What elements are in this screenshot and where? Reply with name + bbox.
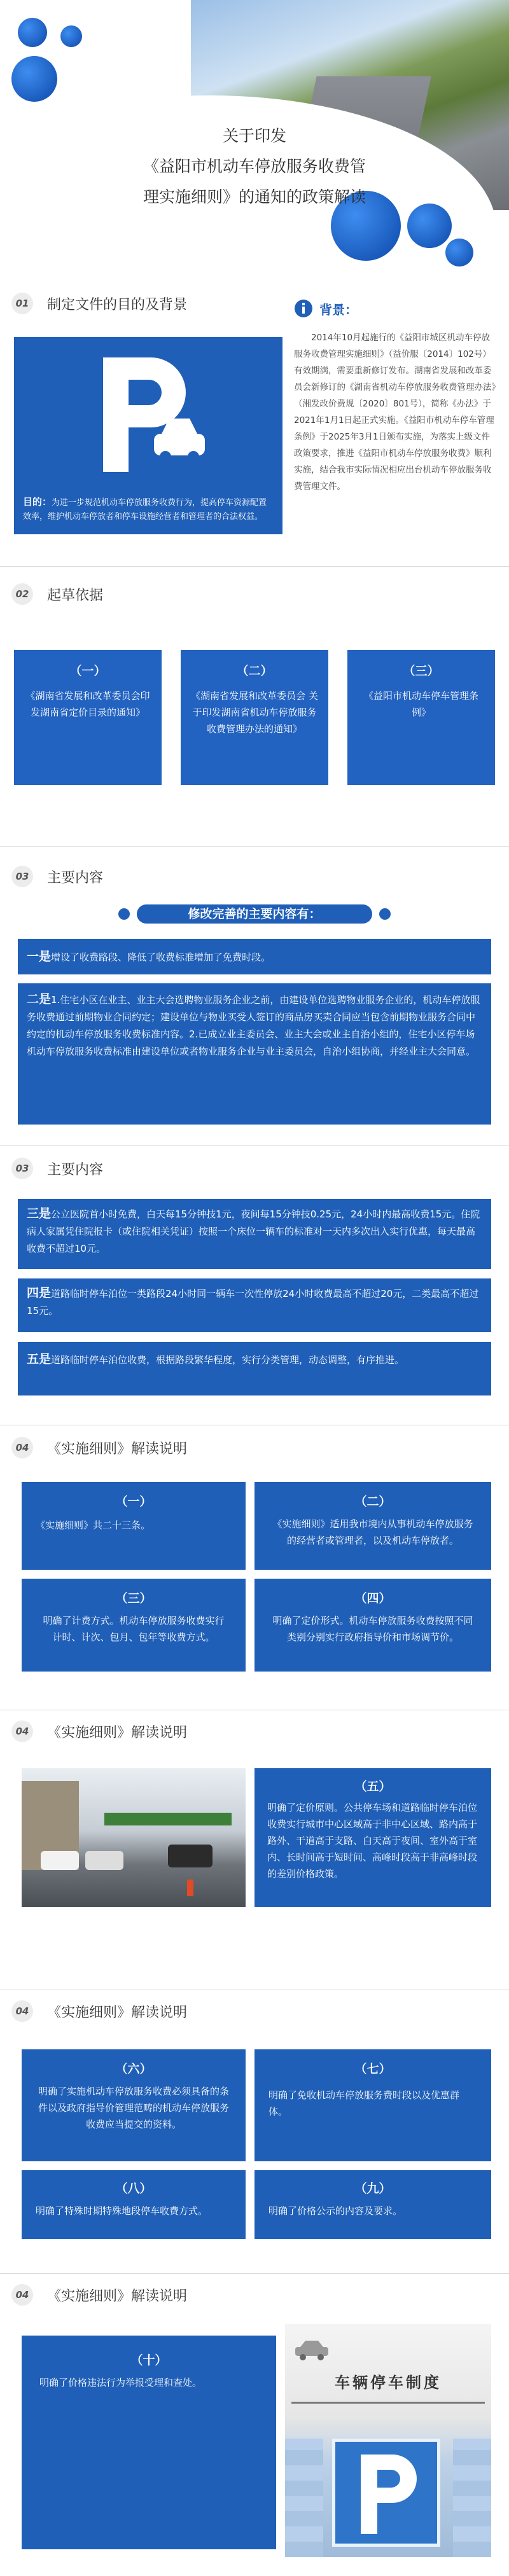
parking-sign-photo bbox=[285, 2324, 491, 2557]
decor-circle bbox=[445, 239, 473, 267]
section-title: 《实施细则》解读说明 bbox=[47, 1441, 188, 1457]
basis-card bbox=[14, 650, 162, 785]
main-banner: 修改完善的主要内容有： bbox=[137, 904, 372, 924]
main-item-2: 二是1.住宅小区在业主、业主大会选聘物业服务企业之前，由建设单位选聘物业服务企业的，机动车停放服务收费通过前期物业合同约定；建设单位与物业买受人签订的商品房买卖合同应当包含前期物业服务合同中约定的机动车停放服务收费标准内容。2.已成立业主委员会、业主大会或业主自治小组的，住宅小区停车场机动车停放服务收费标准由建设单位或者物业服务企业与业主委员会，自治小组协商，并经业主大会同意。 bbox=[18, 983, 491, 1125]
car-shape bbox=[85, 1851, 123, 1870]
interpret-text: 明确了实施机动车停放服务收费必须具备的条件以及政府指导价管理范畴的机动车停放服务收费应当提交的资料。 bbox=[38, 2086, 229, 2130]
parking-car-icon bbox=[90, 351, 211, 478]
sign-caption: 车辆停车制度 bbox=[335, 2373, 442, 2392]
interpret-number: （五） bbox=[354, 1780, 391, 1794]
basis-number: （三） bbox=[403, 664, 440, 678]
main-banner-row bbox=[0, 904, 509, 924]
interpret-number: （八） bbox=[115, 2182, 152, 2196]
interpret-text: 明确了定价原则。公共停车场和道路临时停车泊位收费实行城市中心区域高于非中心区域、路内高于路外、干道高于支路、白天高于夜间、室外高于室内、长时间高于短时间、高峰时段高于非高峰时段的差别价格政策。 bbox=[267, 1802, 478, 1880]
section-heading bbox=[11, 580, 103, 608]
interpret-card bbox=[22, 1579, 246, 1672]
section-title: 主要内容 bbox=[47, 1161, 104, 1178]
purpose-label: 目的： bbox=[23, 496, 52, 508]
section-title: 主要内容 bbox=[47, 869, 104, 886]
interpret-card bbox=[254, 2170, 491, 2239]
interpret-card bbox=[22, 2170, 246, 2239]
interpret-number: （九） bbox=[354, 2182, 391, 2196]
parking-p-icon bbox=[335, 2442, 437, 2544]
interpret-card bbox=[22, 2049, 246, 2161]
decor-circle bbox=[60, 25, 82, 47]
section-title: 制定文件的目的及背景 bbox=[47, 296, 188, 313]
parking-lot-photo bbox=[22, 1768, 246, 1907]
section-number: 02 bbox=[11, 583, 33, 605]
main-item-5: 五是道路临时停车泊位收费，根据路段繁华程度，实行分类管理，动态调整，有序推进。 bbox=[18, 1342, 491, 1395]
background-block bbox=[294, 299, 498, 495]
main-item-4: 四是道路临时停车泊位一类路段24小时同一辆车一次性停放24小时收费最高不超过20元，二类最高不超过15元。 bbox=[18, 1278, 491, 1332]
divider bbox=[0, 566, 509, 567]
main-item-1: 一是增设了收费路段、降低了收费标准增加了免费时段。 bbox=[18, 939, 491, 974]
section-heading bbox=[11, 1154, 103, 1182]
section-heading bbox=[11, 862, 103, 890]
interpret-text: 明确了定价形式。机动车停放服务收费按照不同类别分别实行政府指导价和市场调节价。 bbox=[272, 1615, 473, 1643]
banner-dot bbox=[379, 908, 391, 920]
interpret-number: （十） bbox=[130, 2353, 167, 2367]
banner-dot bbox=[118, 908, 130, 920]
section-number: 04 bbox=[11, 2284, 33, 2306]
parking-sign bbox=[332, 2439, 440, 2547]
interpret-text: 明确了价格公示的内容及要求。 bbox=[268, 2205, 403, 2217]
purpose-text: 目的：为进一步规范机动车停放服务收费行为，提高停车资源配置效率，维护机动车停放者和停车设施经营者和管理者的合法权益。 bbox=[23, 496, 267, 522]
section-heading bbox=[11, 289, 187, 317]
section-number: 03 bbox=[11, 1158, 33, 1179]
background-text: 2014年10月起施行的《益阳市城区机动车停放服务收费管理实施细则》（益价服〔2014〕102号）有效期满，需要重新修订发布。湖南省发展和改革委员会新修订的《湖南省机动车停放服务收费管理办法》（湘发改价费规〔2020〕801号），简称《办法》于2021年1月1日起正式实施。《益阳市机动车停车管理条例》于2025年3月1日颁布实施，为落实上级文件政策要求，推进《益阳市机动车停放服务收费》顺利实施，结合我市实际情况相应出台机动车停放服务收费管理文件。 bbox=[294, 333, 496, 492]
section-heading bbox=[11, 1434, 187, 1462]
interpret-text: 《实施细则》共二十三条。 bbox=[36, 1520, 151, 1531]
hero-banner bbox=[0, 0, 509, 267]
background-label: 背景： bbox=[319, 301, 358, 317]
info-icon bbox=[294, 299, 313, 318]
interpret-number: （二） bbox=[354, 1495, 391, 1509]
basis-text: 《益阳市机动车停车管理条例》 bbox=[363, 690, 478, 718]
building-facade bbox=[453, 2439, 491, 2557]
sign-line bbox=[291, 2402, 485, 2404]
interpret-number: （四） bbox=[354, 1591, 391, 1605]
interpret-number: （六） bbox=[115, 2062, 152, 2076]
section-number: 04 bbox=[11, 1437, 33, 1458]
interpret-card bbox=[254, 1579, 491, 1672]
divider bbox=[0, 846, 509, 847]
interpret-number: （七） bbox=[354, 2062, 391, 2076]
interpret-card bbox=[22, 1482, 246, 1570]
section-title: 《实施细则》解读说明 bbox=[47, 1724, 188, 1741]
section-title: 起草依据 bbox=[47, 587, 104, 604]
section-heading bbox=[11, 1997, 187, 2025]
interpret-text: 明确了价格违法行为举报受理和查处。 bbox=[39, 2377, 202, 2388]
interpret-card bbox=[254, 1482, 491, 1570]
interpret-card bbox=[254, 1768, 491, 1907]
section-heading bbox=[11, 1717, 187, 1745]
basis-number: （一） bbox=[69, 664, 106, 678]
cone-shape bbox=[187, 1880, 193, 1896]
interpret-text: 明确了免收机动车停放服务费时段以及优惠群体。 bbox=[268, 2089, 460, 2117]
section-title: 《实施细则》解读说明 bbox=[47, 2288, 188, 2304]
building-facade bbox=[285, 2439, 323, 2557]
interpret-card bbox=[22, 2336, 276, 2549]
decor-circle bbox=[18, 18, 47, 47]
section-title: 《实施细则》解读说明 bbox=[47, 2004, 188, 2021]
car-shape bbox=[168, 1845, 213, 1867]
tree-shape bbox=[104, 1813, 232, 1825]
interpret-text: 《实施细则》适用我市境内从事机动车停放服务的经营者或管理者，以及机动车停放者。 bbox=[272, 1518, 473, 1546]
section-number: 01 bbox=[11, 293, 33, 314]
basis-text: 《湖南省发展和改革委员会印发湖南省定价目录的通知》 bbox=[25, 690, 150, 718]
purpose-card bbox=[14, 337, 282, 534]
car-icon bbox=[293, 2338, 331, 2361]
section-heading bbox=[11, 2281, 187, 2309]
interpret-card bbox=[254, 2049, 491, 2161]
background-header bbox=[294, 299, 498, 318]
car-shape bbox=[41, 1851, 79, 1870]
interpret-text: 明确了特殊时期特殊地段停车收费方式。 bbox=[36, 2205, 208, 2217]
section-number: 04 bbox=[11, 2000, 33, 2022]
basis-number: （二） bbox=[236, 664, 273, 678]
interpret-number: （一） bbox=[115, 1495, 152, 1509]
divider bbox=[0, 2273, 509, 2274]
main-item-3: 三是公立医院首小时免费，白天每15分钟技1元，夜间每15分钟技0.25元，24小时内最高收费15元。住院病人家属凭住院报卡（或住院相关凭证）按照一个床位一辆车的标准对一天内多次出入实行优惠，每天最高收费不超过10元。 bbox=[18, 1199, 491, 1269]
decor-circle bbox=[11, 56, 57, 102]
basis-card bbox=[347, 650, 495, 785]
interpret-number: （三） bbox=[115, 1591, 152, 1605]
section-number: 04 bbox=[11, 1721, 33, 1742]
section-number: 03 bbox=[11, 866, 33, 887]
page-title: 关于印发 《益阳市机动车停放服务收费管 理实施细则》的通知的政策解读 bbox=[143, 127, 366, 206]
divider bbox=[0, 1145, 509, 1146]
basis-card bbox=[181, 650, 328, 785]
interpret-text: 明确了计费方式。机动车停放服务收费实行计时、计次、包月、包年等收费方式。 bbox=[43, 1615, 225, 1643]
basis-text: 《湖南省发展和改革委员会 关于印发湖南省机动车停放服务收费管理办法的通知》 bbox=[191, 690, 318, 735]
